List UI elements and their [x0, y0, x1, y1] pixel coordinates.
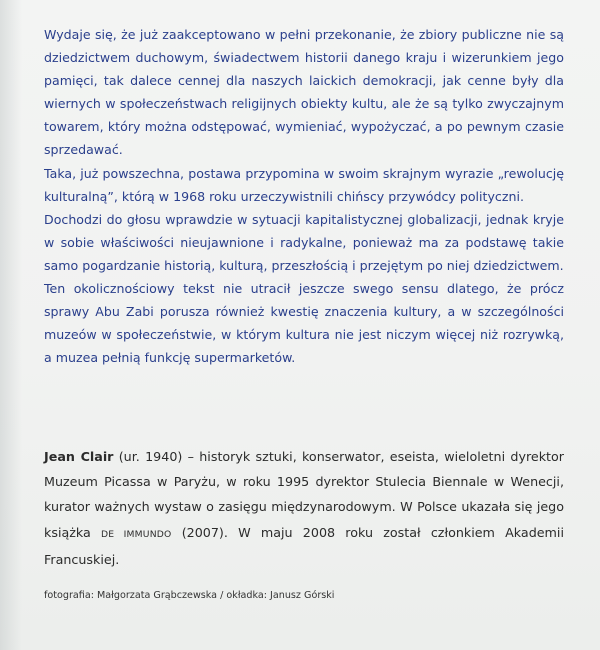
- credits-line: fotografia: Małgorzata Grąbczewska / okładka: Janusz Górski: [44, 590, 335, 601]
- essay-paragraph: Wydaje się, że już zaakceptowano w pełni przekonanie, że zbiory publiczne nie są dziedzictwem duchowym, świadectwem historii danego kraju i wizerunkiem jego pamięci, tak dalece cennej dla naszych laickich demokracji, jak cenne były dla wiernych w społeczeństwach religijnych obiekty kultu, ale że są tylko zwyczajnym towarem, który można odstępować, wymieniać, wypożyczać, a po pewnym czasie sprzedawać.: [44, 27, 564, 158]
- essay-excerpt: [44, 23, 564, 369]
- author-name: Jean Clair: [44, 449, 114, 464]
- essay-paragraph: Dochodzi do głosu wprawdzie w sytuacji kapitalistycznej globalizacji, jednak kryje w sobie właściwości nieujawnione i radykalne, ponieważ ma za podstawę takie samo pogardzanie historią, kulturą, przeszłością i przejętym po niej dziedzictwem.: [44, 211, 564, 273]
- author-bio-text: (ur. 1940) – historyk sztuki, konserwator, eseista, wieloletni dyrektor Muzeum Picassa w Paryżu, w roku 1995 dyrektor Stulecia Biennale w Wenecji, kurator ważnych wystaw o zasięgu międzynarodowym. W Polsce ukazała się jego książka: [44, 449, 564, 540]
- author-bio: [44, 444, 564, 572]
- essay-paragraph: Taka, już powszechna, postawa przypomina w swoim skrajnym wyrazie „rewolucję kulturalną”, którą w 1968 roku urzeczywistnili chińscy przywódcy polityczni.: [44, 165, 564, 204]
- author-bio-paragraph: [44, 444, 564, 572]
- author-bio-text-end: (2007). W maju 2008 roku został członkiem Akademii Francuskiej.: [44, 524, 564, 567]
- essay-paragraph: Ten okolicznościowy tekst nie utracił jeszcze swego sensu dlatego, że prócz sprawy Abu Zabi porusza również kwestię znaczenia kultury, a w szczególności muzeów w społeczeństwie, w którym kultura nie jest niczym więcej niż rozrywką, a muzea pełnią funkcję supermarketów.: [44, 281, 564, 366]
- page-edge-shadow: [0, 0, 22, 650]
- book-title: DE IMMUNDO: [101, 528, 172, 540]
